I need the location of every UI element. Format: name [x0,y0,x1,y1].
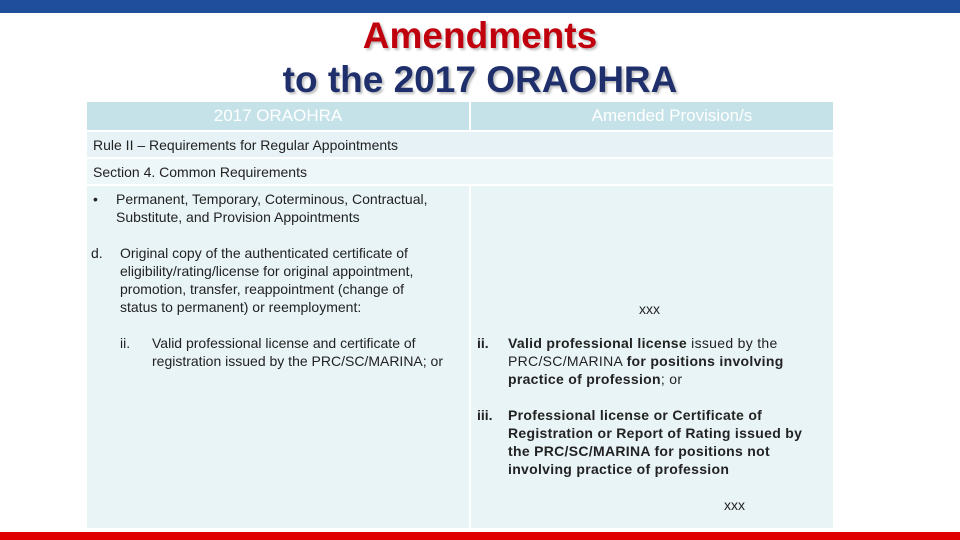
item-ii-marker: ii. [120,335,131,351]
amended-item-ii-marker: ii. [477,335,489,351]
amendments-table [87,102,833,528]
bottom-accent-bar [0,532,960,540]
rule-row-text: Rule II – Requirements for Regular Appointments [93,137,399,153]
amended-item-ii-line: practice of profession; or [508,371,683,387]
item-d-line: promotion, transfer, reappointment (change of [120,281,405,297]
item-d-line: eligibility/rating/license for original appointment, [120,263,414,279]
bullet-line: Substitute, and Provision Appointments [116,209,360,225]
header-2017-oraohra: 2017 ORAOHRA [87,102,469,130]
item-ii-line: Valid professional license and certificate of [152,335,416,351]
slide-title-line1: Amendments [362,15,598,56]
amended-provision-cell [471,186,833,528]
section-row-text: Section 4. Common Requirements [93,164,307,180]
top-accent-bar [0,0,960,13]
amended-item-iii-line: Professional license or Certificate of [508,407,763,423]
bullet-marker: • [93,191,98,207]
section-row [87,159,833,184]
rule-row [87,132,833,157]
header-amended-provisions: Amended Provision/s [471,102,833,130]
amended-item-iii-line: the PRC/SC/MARINA for positions not [508,443,770,459]
amended-item-ii-line: Valid professional license issued by the [508,335,778,351]
amended-item-iii-line: involving practice of profession [508,461,730,477]
item-d-marker: d. [91,245,103,261]
xxx-top: xxx [639,301,660,317]
original-provision-cell [87,186,469,528]
xxx-bottom: xxx [724,497,745,513]
item-d-line: status to permanent) or reemployment: [120,299,362,315]
amended-item-iii-line: Registration or Report of Rating issued by [508,425,803,441]
item-d-line: Original copy of the authenticated certificate of [120,245,408,261]
amended-item-iii-marker: iii. [477,407,493,423]
bullet-line: Permanent, Temporary, Coterminous, Contractual, [116,191,428,207]
item-ii-line: registration issued by the PRC/SC/MARINA; or [152,353,443,369]
amended-item-ii-line: PRC/SC/MARINA for positions involving [508,353,784,369]
slide-title-line2: to the 2017 ORAOHRA [282,59,678,100]
